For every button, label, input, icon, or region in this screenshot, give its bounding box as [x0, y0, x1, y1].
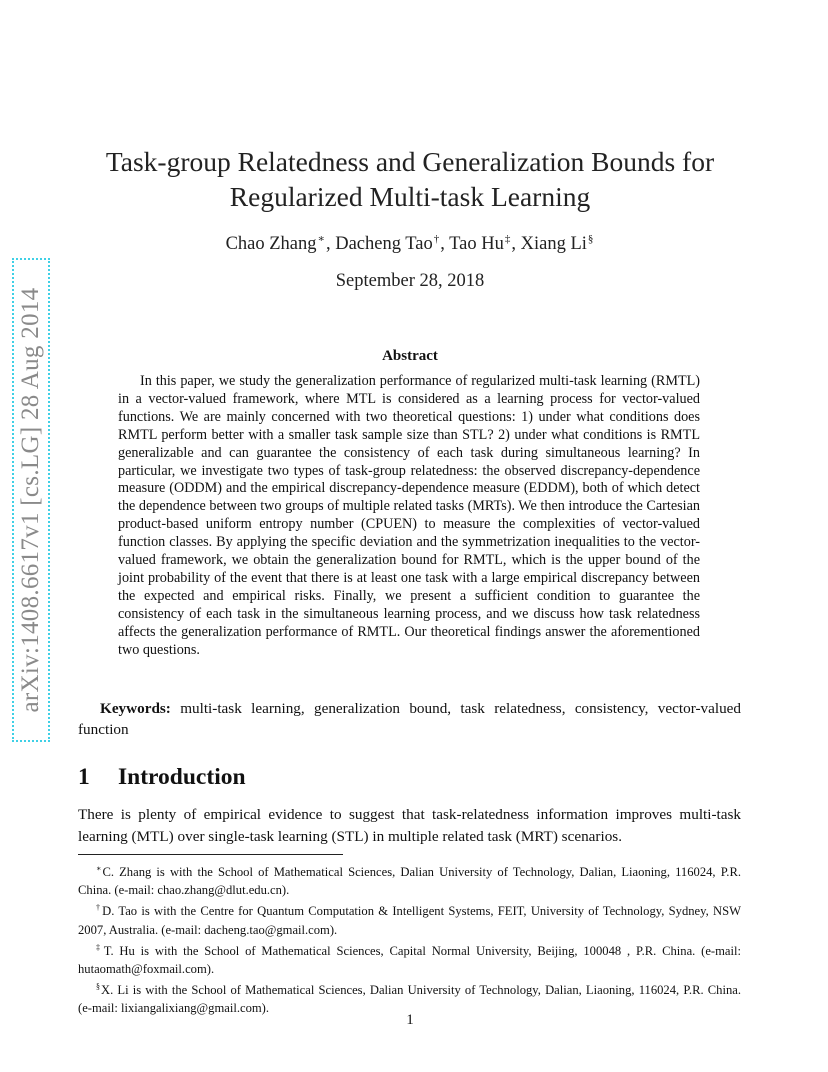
- section-heading: [78, 764, 246, 791]
- arxiv-stamp[interactable]: [12, 258, 50, 742]
- author-name: Chao Zhang: [225, 234, 317, 254]
- paper-title: [60, 144, 760, 214]
- section-title: Introduction: [118, 764, 246, 790]
- footnote-text: X. Li is with the School of Mathematical Sciences, Dalian University of Technology, Dalian, Liaoning, 116024, P.R. China. (e-mail: lixiangalixiang@gmail.com).: [78, 983, 741, 1016]
- arxiv-stamp-text: arXiv:1408.6617v1 [cs.LG] 28 Aug 2014: [17, 287, 44, 713]
- keywords-label: Keywords:: [100, 700, 171, 717]
- author-mark: ∗: [317, 233, 325, 245]
- author-name: Dacheng Tao: [335, 234, 433, 254]
- footnote-mark: §: [96, 982, 100, 992]
- footnotes: [78, 860, 741, 1018]
- author-mark: §: [587, 233, 594, 245]
- footnote-rule: [78, 854, 343, 855]
- abstract-text: In this paper, we study the generalization performance of regularized multi-task learning (RMTL) in a vector-valued framework, where MTL is considered as a learning process for vector-valued functions. We are mainly concerned with two theoretical questions: 1) under what conditions does RMTL perform better with a smaller task sample size than STL? 2) under what conditions is RMTL generalizable and can guarantee the consistency of each task during simultaneous learning? In particular, we investigate two types of task-group relatedness: the observed discrepancy-dependence measure (ODDM) and the empirical discrepancy-dependence measure (EDDM), both of which detect the dependence between two groups of multiple related tasks (MRTs). We then introduce the Cartesian product-based uniform entropy number (CPUEN) to measure the complexities of vector-valued function classes. By applying the specific deviation and the symmetrization inequalities to the vector-valued framework, we obtain the generalization bound for RMTL, which is the upper bound of the joint probability of the event that there is at least one task with a large empirical discrepancy between the expected and empirical risks. Finally, we present a sufficient condition to guarantee the consistency of each task in the simultaneous learning process, and we discuss how task relatedness affects the generalization performance of RMTL. Our theoretical findings answer the aforementioned two questions.: [118, 373, 700, 658]
- keywords: [78, 698, 741, 740]
- section-number: 1: [78, 764, 90, 790]
- paper-date: September 28, 2018: [335, 271, 485, 291]
- footnote-text: T. Hu is with the School of Mathematical Sciences, Capital Normal University, Beijing, 100048 , P.R. China. (e-mail: hutaomath@foxmail.com).: [78, 943, 742, 977]
- footnote: [78, 860, 741, 899]
- footnote-mark: †: [96, 903, 102, 913]
- footnote: [78, 899, 741, 938]
- author-mark: ‡: [504, 233, 511, 245]
- author-mark: †: [433, 233, 440, 245]
- page-number: 1: [406, 1012, 414, 1028]
- title-line-2: Regularized Multi-task Learning: [229, 181, 591, 212]
- author-name: Tao Hu: [449, 234, 504, 254]
- footnote-mark: ‡: [96, 942, 103, 952]
- author-list: Chao Zhang∗, Dacheng Tao†, Tao Hu‡, Xiang Li§: [225, 233, 594, 254]
- footnote: [78, 939, 741, 978]
- title-line-1: Task-group Relatedness and Generalization Bounds for: [105, 146, 715, 177]
- keywords-text: multi-task learning, generalization bound, task relatedness, consistency, vector-valued function: [78, 700, 741, 738]
- footnote-mark: ∗: [96, 864, 102, 873]
- author-name: Xiang Li: [520, 234, 587, 254]
- footnote-text: D. Tao is with the Centre for Quantum Computation & Intelligent Systems, FEIT, University of Technology, Sydney, NSW 2007, Australia. (e-mail: dacheng.tao@gmail.com).: [78, 904, 742, 937]
- footnote-text: C. Zhang is with the School of Mathematical Sciences, Dalian University of Technology, Dalian, Liaoning, 116024, P.R. China. (e-mail: chao.zhang@dlut.edu.cn).: [78, 865, 741, 898]
- abstract-heading: Abstract: [382, 348, 438, 364]
- intro-paragraph: There is plenty of empirical evidence to suggest that task-relatedness information improves multi-task learning (MTL) over single-task learning (STL) in multiple related task (MRT) scenarios.: [78, 806, 741, 845]
